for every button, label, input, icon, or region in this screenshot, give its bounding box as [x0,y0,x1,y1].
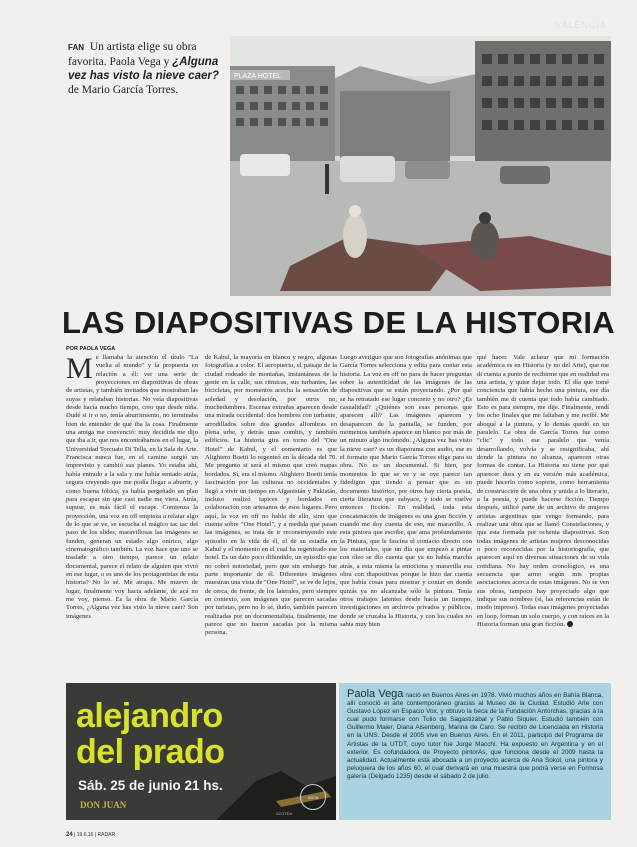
section-tag: FAN [68,43,84,52]
article-column-2 [205,354,337,638]
usina-logo-icon: usina [300,784,326,810]
article-headline: LAS DIAPOSITIVAS DE LA HISTORIA [62,305,615,340]
end-mark-icon [567,621,573,627]
article-column-1 [66,354,198,621]
column-text: de Kabul, la mayoría en blanco y negro, algunas fotografías a color. El aeropuerto, el paisaje de la ciudad rodeado de montañas, instantáneas de la gente en la calle, sus ritmicas, sus turbantes, las bicicletas, por momentos acecha la sensación de soledad y desolación, por otros no, muchedumbres. Escenas extrañas aparecen desde una mirada occidental: dos hombres con turbante, arrodillados sobre dos grandes alfombras en plena urbe, y detrás unas combis, y también edificios. La historia gira en torno del "One Hotel" de Kabul, y el comentario es que Alighiero Boetti lo regenteó en la década del 70. Me pregunto si será el mismo que creó mapas bordados. Sí, era el mismo. Alighiero Boetti tenía fascinación por las culturas no occidentales y llegó a vivir un tiempo en Afganistán y Pakistán, incluso realizó tapices y bordados en colaboración con artesanos de esos lugares. Pero aquí, la voz en off no habla de ello, sino que cuenta sobre "One Hotel", y a medida que pasan las imágenes, se trata de ir reconstruyendo este episodio en la vida de él, el de su estadía en Kabul y el momento en el cual ha regenteado ese hotel. Es un dato poco difundido, un episodio que no cobró notoriedad, pero que sin embargo fue parte importante de él. Diferentes imágenes muestran una vista de "One Hotel", se ve de lejos, de cerca, de frente, de los laterales, pero siempre en contexto, son imágenes que parecen sacadas por turistas, pero no lo sé, dudo, también parecen realizadas por un documentalista, finalmente, me parece que no fueron sacadas por la misma persona. [205,354,337,637]
ad-name-line2: del prado [76,733,225,771]
folio-date: 19.6.16 [76,832,94,838]
page-folio: 24 | 19.6.16 | RADAR [66,832,116,838]
photo-caption [68,40,228,97]
article-byline: POR PAOLA VEGA [66,346,116,352]
article-column-4 [477,354,609,629]
caption-tail: de Mario García Torres. [68,84,179,96]
column-text: Luego averiguo que son fotografías anónimas que García Torres selecciona y edita para contar esta historia. La voz en off no para de hacer preguntas sobre la autenticidad de las imágenes de las diapositivas que se están proyectando. ¿Por qué se ha retratado ese lugar concreto y no otro? ¿Es casualidad? ¿Quiénes son esas personas que aparecen allí? Las imágenes aparecen y desaparecen de la pantalla, se funden, por momentos también aparece un blanco por más de un minuto algo incómodo. ¿Alguna vez has visto la nieve caer? es un diaporama con audio, ese es el formato que Mario García Torres elige para su obra. No es un documental. Si bien, por momentos lo que se ve y se oye parece tan fidedigno que tiendo a pensar que es un documento histórico, por otros hay cierta poesía, cierta literatura que subyace, y todo se vuelve entonces ficción. En realidad, toda esta concatenación de imágenes es una gran ficción y cuando me doy cuenta de eso, me maravillo. A esta pintora que escribe, que ama profundamente la Pintura, que le fascina el contacto directo con los materiales, que un día que empezó a pintar con óleo se dio cuenta que ya no había marcha atrás, a esta misma la emociona y maravilla esa obra con diapositivas porque le hizo dar cuenta que había cosas para mostrar y contar en donde quizás ya no alcanzaba sólo la pintura. Tenía otros trabajos latentes desde hacía un tiempo, investigaciones en archivos privados y públicos, donde se cruzaba la Historia, y con los cuales no sabía muy bien [340,354,472,628]
ad-show-title: DON JUAN [80,800,127,810]
page-number: 24 [66,832,73,838]
drop-cap: M [66,352,93,385]
bio-name: Paola Vega [347,688,404,700]
bio-text: nació en Buenos Aires en 1978. Vivió muchos años en Bahía Blanca, allí conoció el arte contemporáneo gracias al Museo de la Ciudad. Estudió Arte con Gustavo López en Espacio Vox, y obtuvo la beca de la Fundación Antorchas, gracias a la cual pudo formarse con Tulio de Sagastizábal y Pablo Siquier. Estudió también con Guillermo Maier, Diana Aisenberg, Marina de Caro. Se recibió de Licenciada en Historia en la UNS. Desde el 2005 vive en Buenos Aires. En el 2011, participó del Programa de Artistas de la UTDT, cuyo tutor fue Jorge Macchi. Ha expuesto en Argentina y en el exterior. Es cofundadora de Proyecto pintorAs, que funciona desde el 2009 hasta la actualidad. Actualmente está abocada a un proyecto acerca de Ana Sokol, una pintora y peluquera de los años 60, el cual derivará en una muestra que podrá verse en Formosa galería (Delgado 1235) desde el sábado 2 de julio. [347,692,604,780]
ad-footer: AZOTEA [276,811,293,816]
caption-work-title: ¿Alguna vez has visto la nieve caer? [68,56,219,82]
caption-lead: Un artista elige su obra favorita. Paola Vega y [68,41,197,68]
column-text: qué hacer. Vale aclarar que mi formación académica es en Historia (y no del Arte), que me di cuenta a punto de recibirme que en realidad era una artista, y quise dejar todo. El día que tomé conciencia que había hecho una pintura, ese día también me di cuenta que todo había cambiado. Esto es para siempre, me dije. Finalmente, rendí los ocho finales que me faltaban y me recibí. Me aboqué a la pintura, y lo demás quedó en un paralelo. La obra de García Torres fue como "clic" y todo ese paralelo que venía desarrollando, volvía y se resignificaba, ahí donde la pintura no alcanza, aparecen otras formas de contar. La Historia no tiene por qué aparecer dura y en su versión más académica, puede hacerlo como soporte, como herramienta de construcción de una obra y unida a lo literario, a la poesía, y puede hacerse ficción. Tiempo después, utilicé parte de un archivo de mujeres artistas argentinas que vengo formando, para realizar una obra que se llamó Constelaciones, y que esta formada por ochenta diapositivas. Son todas imágenes de artistas mujeres desconocidas o poco reconocidas por la historiografía, que aparecen aquí en diversas situaciones de su vida cotidiana. No hay orden cronológico, es una secuencia que armo según mis propias asociaciones acerca de estas imágenes. No se ven sus obras, tampoco hay proyectado algo que indique sus nombres (sí, las referencias están de modo impreso). Todas esas imágenes proyectadas en loop, forman un solo cuerpo, y con raíces en la Historia forman una gran ficción. [477,354,609,628]
kabul-street-photo [230,36,611,296]
photo-image [230,36,611,296]
folio-section: RADAR [97,832,116,838]
photo-sign-text: PLAZA HOTEL [234,73,282,80]
concert-ad [66,683,336,820]
article-column-3 [340,354,472,629]
ghost-header-text: VALENCIA [555,20,607,30]
author-bio-box [339,683,611,820]
column-text: e llamaba la atención el título "La vuelta al mundo" y la propuesta en relación a él: ver una serie de proyecciones en diapositivas de obras de artistas, y también invitados que mostraban las suyas y relataban historias. No veía diapositivas desde hacía mucho tiempo, creo que desde niña. Dudé si ir o no, tenía aburrimiento, no terminaba bien de entender de qué iba la cosa. Finalmente una amiga me convenció: muy decidida me dijo que iba a ir, que nos encontrábamos en el lugar, la Universidad Torcuato Di Tella, en la Sala de Arte. Francisca nunca fue, en el camino surgió un imprevisto y cambió sus planes. Yo estaba ahí, había entrado a la sala y me había sentado atrás, segura creyendo que me podía llegar a aburrir, y como buena fóbica, ya había pergeñado un plan para escapar sin que casi nadie me viera. Atrás, supuse, es más fácil el escape. Comienza la proyección, una voz en off empieza a relatar algo de lo que se ve, se escucha el mágico tac tac del paso de los slides, maravillosas las imágenes se funden, generan un estado algo onírico, algo cinematográfico también. La voz hace que uno se traslade a otro tiempo, parece un relato documental, parece el relato de alguien que vivió en ese lugar, o es uno de los protagonistas de esta historia? No lo sé. Me atrapa. Me muevo de lugar, finalmente voy hacia adelante, de acá no me voy, pienso. Es la obra de Mario García Torres, ¿Alguna vez has visto la nieve caer? Son imágenes [66,354,198,620]
ad-name-line1: alejandro [76,697,223,735]
ad-date: Sáb. 25 de junio 21 hs. [78,778,223,793]
